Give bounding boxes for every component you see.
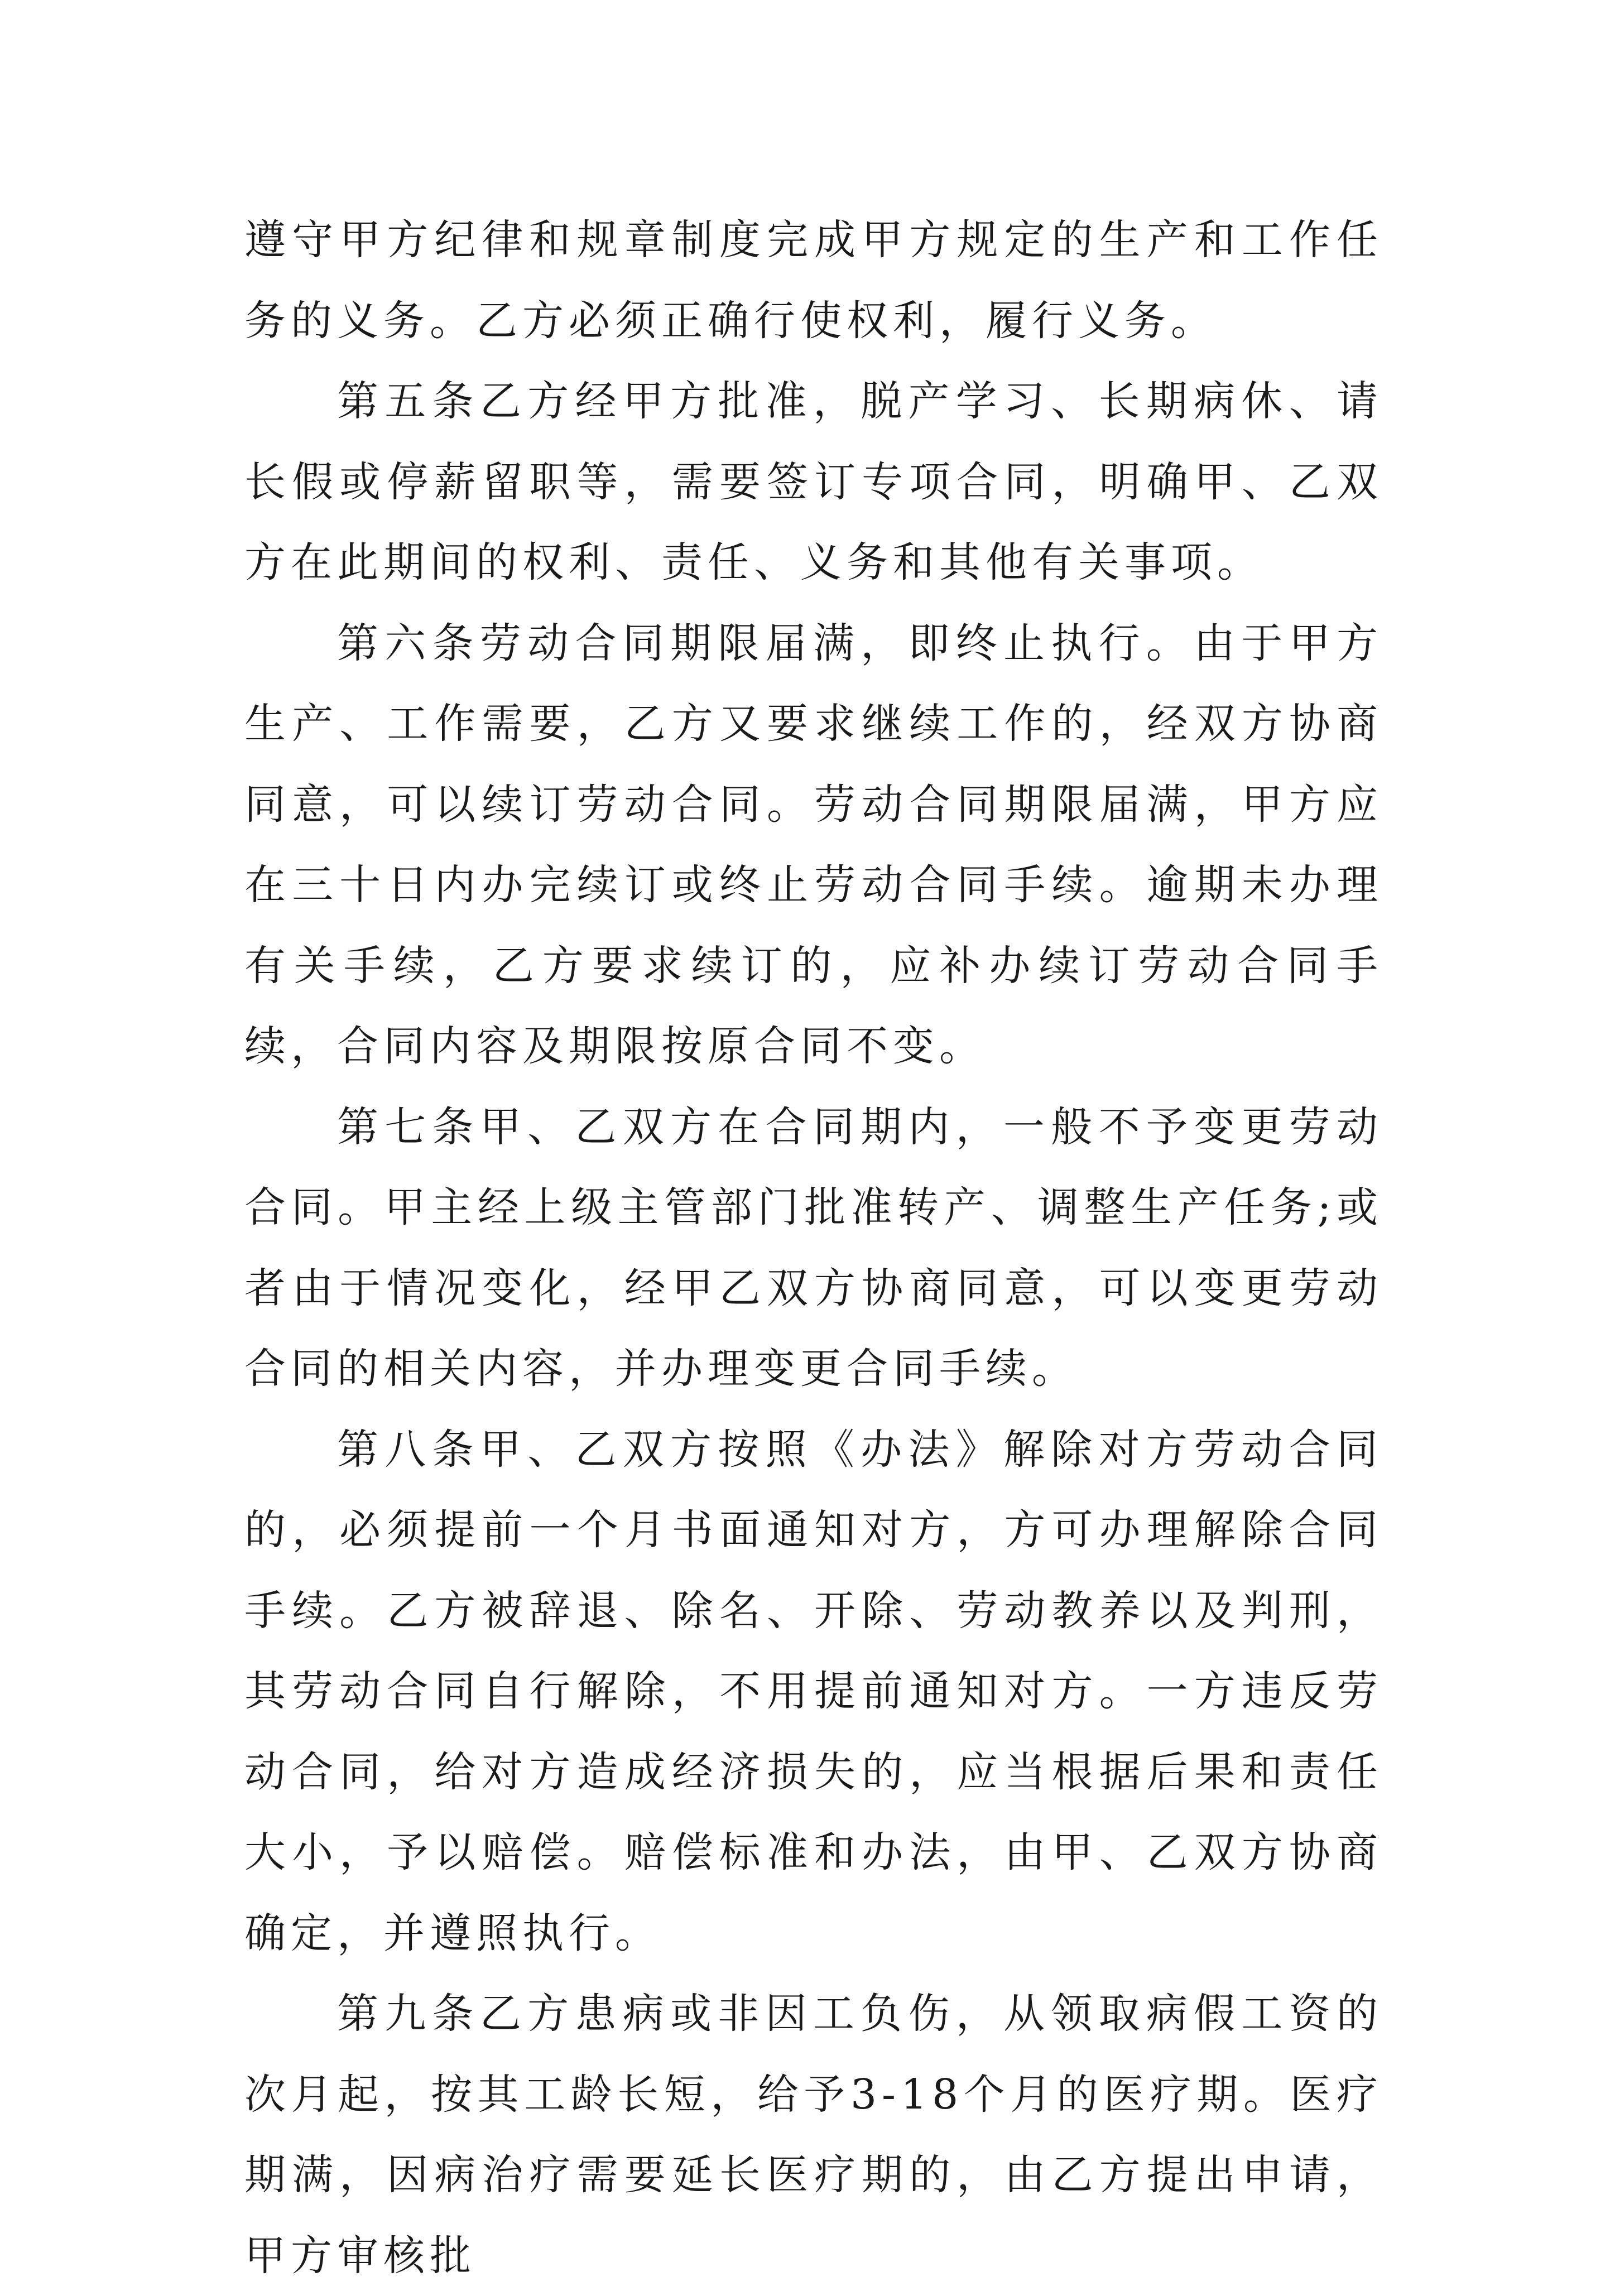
paragraph-article-5: 第五条乙方经甲方批准，脱产学习、长期病休、请长假或停薪留职等，需要签订专项合同，明确甲、乙双方在此期间的权利、责任、义务和其他有关事项。 [244, 377, 1383, 586]
document-body [244, 200, 1383, 2296]
paragraph-article-8: 第八条甲、乙双方按照《办法》解除对方劳动合同的，必须提前一个月书面通知对方，方可办理解除合同手续。乙方被辞退、除名、开除、劳动教养以及判刑，其劳动合同自行解除，不用提前通知对方。一方违反劳动合同，给对方造成经济损失的，应当根据后果和责任大小，予以赔偿。赔偿标准和办法，由甲、乙双方协商确定，并遵照执行。 [244, 1425, 1383, 1957]
paragraph-article-6: 第六条劳动合同期限届满，即终止执行。由于甲方生产、工作需要，乙方又要求继续工作的，经双方协商同意，可以续订劳动合同。劳动合同期限届满，甲方应在三十日内办完续订或终止劳动合同手续。逾期未办理有关手续，乙方要求续订的，应补办续订劳动合同手续，合同内容及期限按原合同不变。 [244, 619, 1383, 1070]
paragraph-article-9: 第九条乙方患病或非因工负伤，从领取病假工资的次月起，按其工龄长短，给予3-18个月的医疗期。医疗期满，因病治疗需要延长医疗期的，由乙方提出申请，甲方审核批 [244, 1990, 1383, 2280]
paragraph-article-7: 第七条甲、乙双方在合同期内，一般不予变更劳动合同。甲主经上级主管部门批准转产、调整生产任务;或者由于情况变化，经甲乙双方协商同意，可以变更劳动合同的相关内容，并办理变更合同手续。 [244, 1103, 1383, 1393]
paragraph-continuation: 遵守甲方纪律和规章制度完成甲方规定的生产和工作任务的义务。乙方必须正确行使权利，履行义务。 [244, 216, 1383, 345]
